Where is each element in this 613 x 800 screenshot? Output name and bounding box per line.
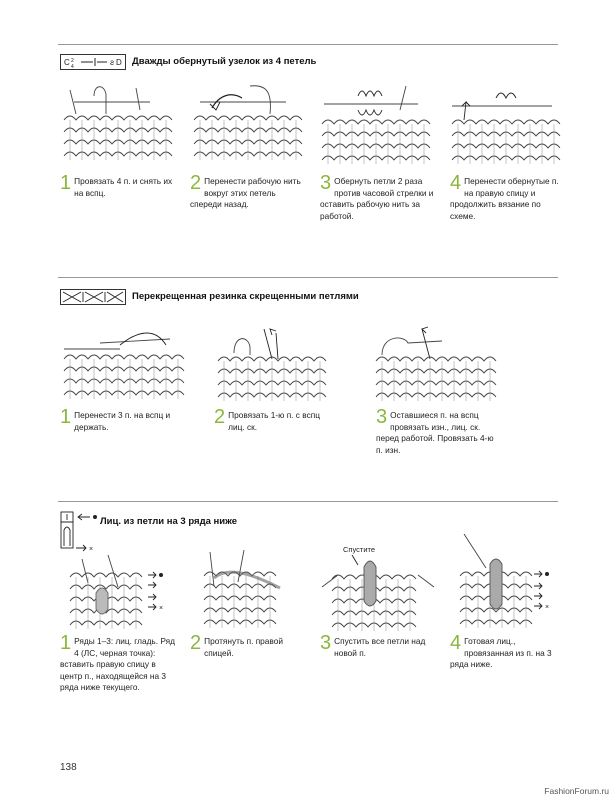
step-1 xyxy=(60,172,175,199)
knitting-illustration-1 xyxy=(60,553,176,633)
step-number: 3 xyxy=(376,406,388,428)
step-text: Перенести обернутые п. на правую спицу и продолжить вязание по схеме. xyxy=(450,176,559,221)
step-number: 4 xyxy=(450,632,462,654)
knitting-illustration-3 xyxy=(318,555,438,635)
step-number: 1 xyxy=(60,632,72,654)
chart-symbol-knot xyxy=(60,54,126,70)
step-text: Готовая лиц., провязанная из п. на 3 ряда ниже. xyxy=(450,636,552,670)
section-rule xyxy=(58,277,558,278)
section-rule xyxy=(58,501,558,502)
knitting-illustration-4 xyxy=(448,80,568,168)
step-number: 3 xyxy=(320,172,332,194)
step-text: Перенести 3 п. на вспц и держать. xyxy=(74,410,171,432)
step-3 xyxy=(376,406,496,456)
step-4 xyxy=(450,632,565,671)
knitting-illustration-3 xyxy=(318,80,438,168)
knitting-illustration-2 xyxy=(190,548,310,634)
svg-text:2: 2 xyxy=(71,58,74,64)
step-text: Провязать 1-ю п. с вспц лиц. ск. xyxy=(228,410,320,432)
svg-text:ƨ: ƨ xyxy=(110,58,114,67)
step-text: Перенести рабочую нить вокруг этих петель спереди назад. xyxy=(190,176,301,210)
step-1 xyxy=(60,632,180,694)
footer-brand: FashionForum.ru xyxy=(544,786,609,796)
step-1 xyxy=(60,406,180,433)
step-number: 4 xyxy=(450,172,462,194)
knitting-illustration-2 xyxy=(214,325,344,403)
step-text: Спустить все петли над новой п. xyxy=(334,636,426,658)
step-number: 2 xyxy=(190,632,202,654)
knitting-illustration-1 xyxy=(60,325,190,403)
release-label: Спустите xyxy=(343,545,376,554)
step-text: Обернуть петли 2 раза против часовой стрелки и оставить рабочую нить за работой. xyxy=(320,176,434,221)
svg-text:×: × xyxy=(159,605,164,612)
step-text: Протянуть п. правой спицей. xyxy=(204,636,283,658)
step-2 xyxy=(190,172,305,211)
knitting-illustration-3 xyxy=(372,325,502,403)
chart-symbol-drop-stitch xyxy=(60,510,100,554)
section-title: Лиц. из петли на 3 ряда ниже xyxy=(100,516,237,527)
step-2 xyxy=(190,632,305,659)
knitting-illustration-1 xyxy=(60,80,180,168)
chart-symbol-crossed-rib xyxy=(60,289,126,305)
step-number: 2 xyxy=(190,172,202,194)
step-4 xyxy=(450,172,565,222)
svg-text:4: 4 xyxy=(71,64,74,69)
step-number: 3 xyxy=(320,632,332,654)
svg-text:D: D xyxy=(116,58,122,67)
step-3 xyxy=(320,632,435,659)
step-number: 1 xyxy=(60,172,72,194)
step-number: 2 xyxy=(214,406,226,428)
step-text: Оставшиеся п. на вспц провязать изн., лиц. ск. перед работой. Провязать 4-ю п. изн. xyxy=(376,410,494,455)
svg-text:×: × xyxy=(89,546,94,553)
step-3 xyxy=(320,172,435,222)
section-title: Перекрещенная резинка скрещенными петлями xyxy=(132,291,359,302)
step-2 xyxy=(214,406,329,433)
knitting-illustration-2 xyxy=(190,80,310,168)
svg-text:×: × xyxy=(545,604,550,611)
svg-text:C: C xyxy=(64,58,70,67)
page-number: 138 xyxy=(60,762,77,773)
knitting-illustration-4 xyxy=(448,530,568,634)
step-text: Провязать 4 п. и снять их на вспц. xyxy=(74,176,173,198)
section-rule xyxy=(58,44,558,45)
section-title: Дважды обернутый узелок из 4 петель xyxy=(132,56,317,67)
step-text: Ряды 1–3: лиц. гладь. Ряд 4 (ЛС, черная точка): вставить правую спицу в центр п., находящейся на 3 ряда ниже текущего. xyxy=(60,636,175,693)
step-number: 1 xyxy=(60,406,72,428)
